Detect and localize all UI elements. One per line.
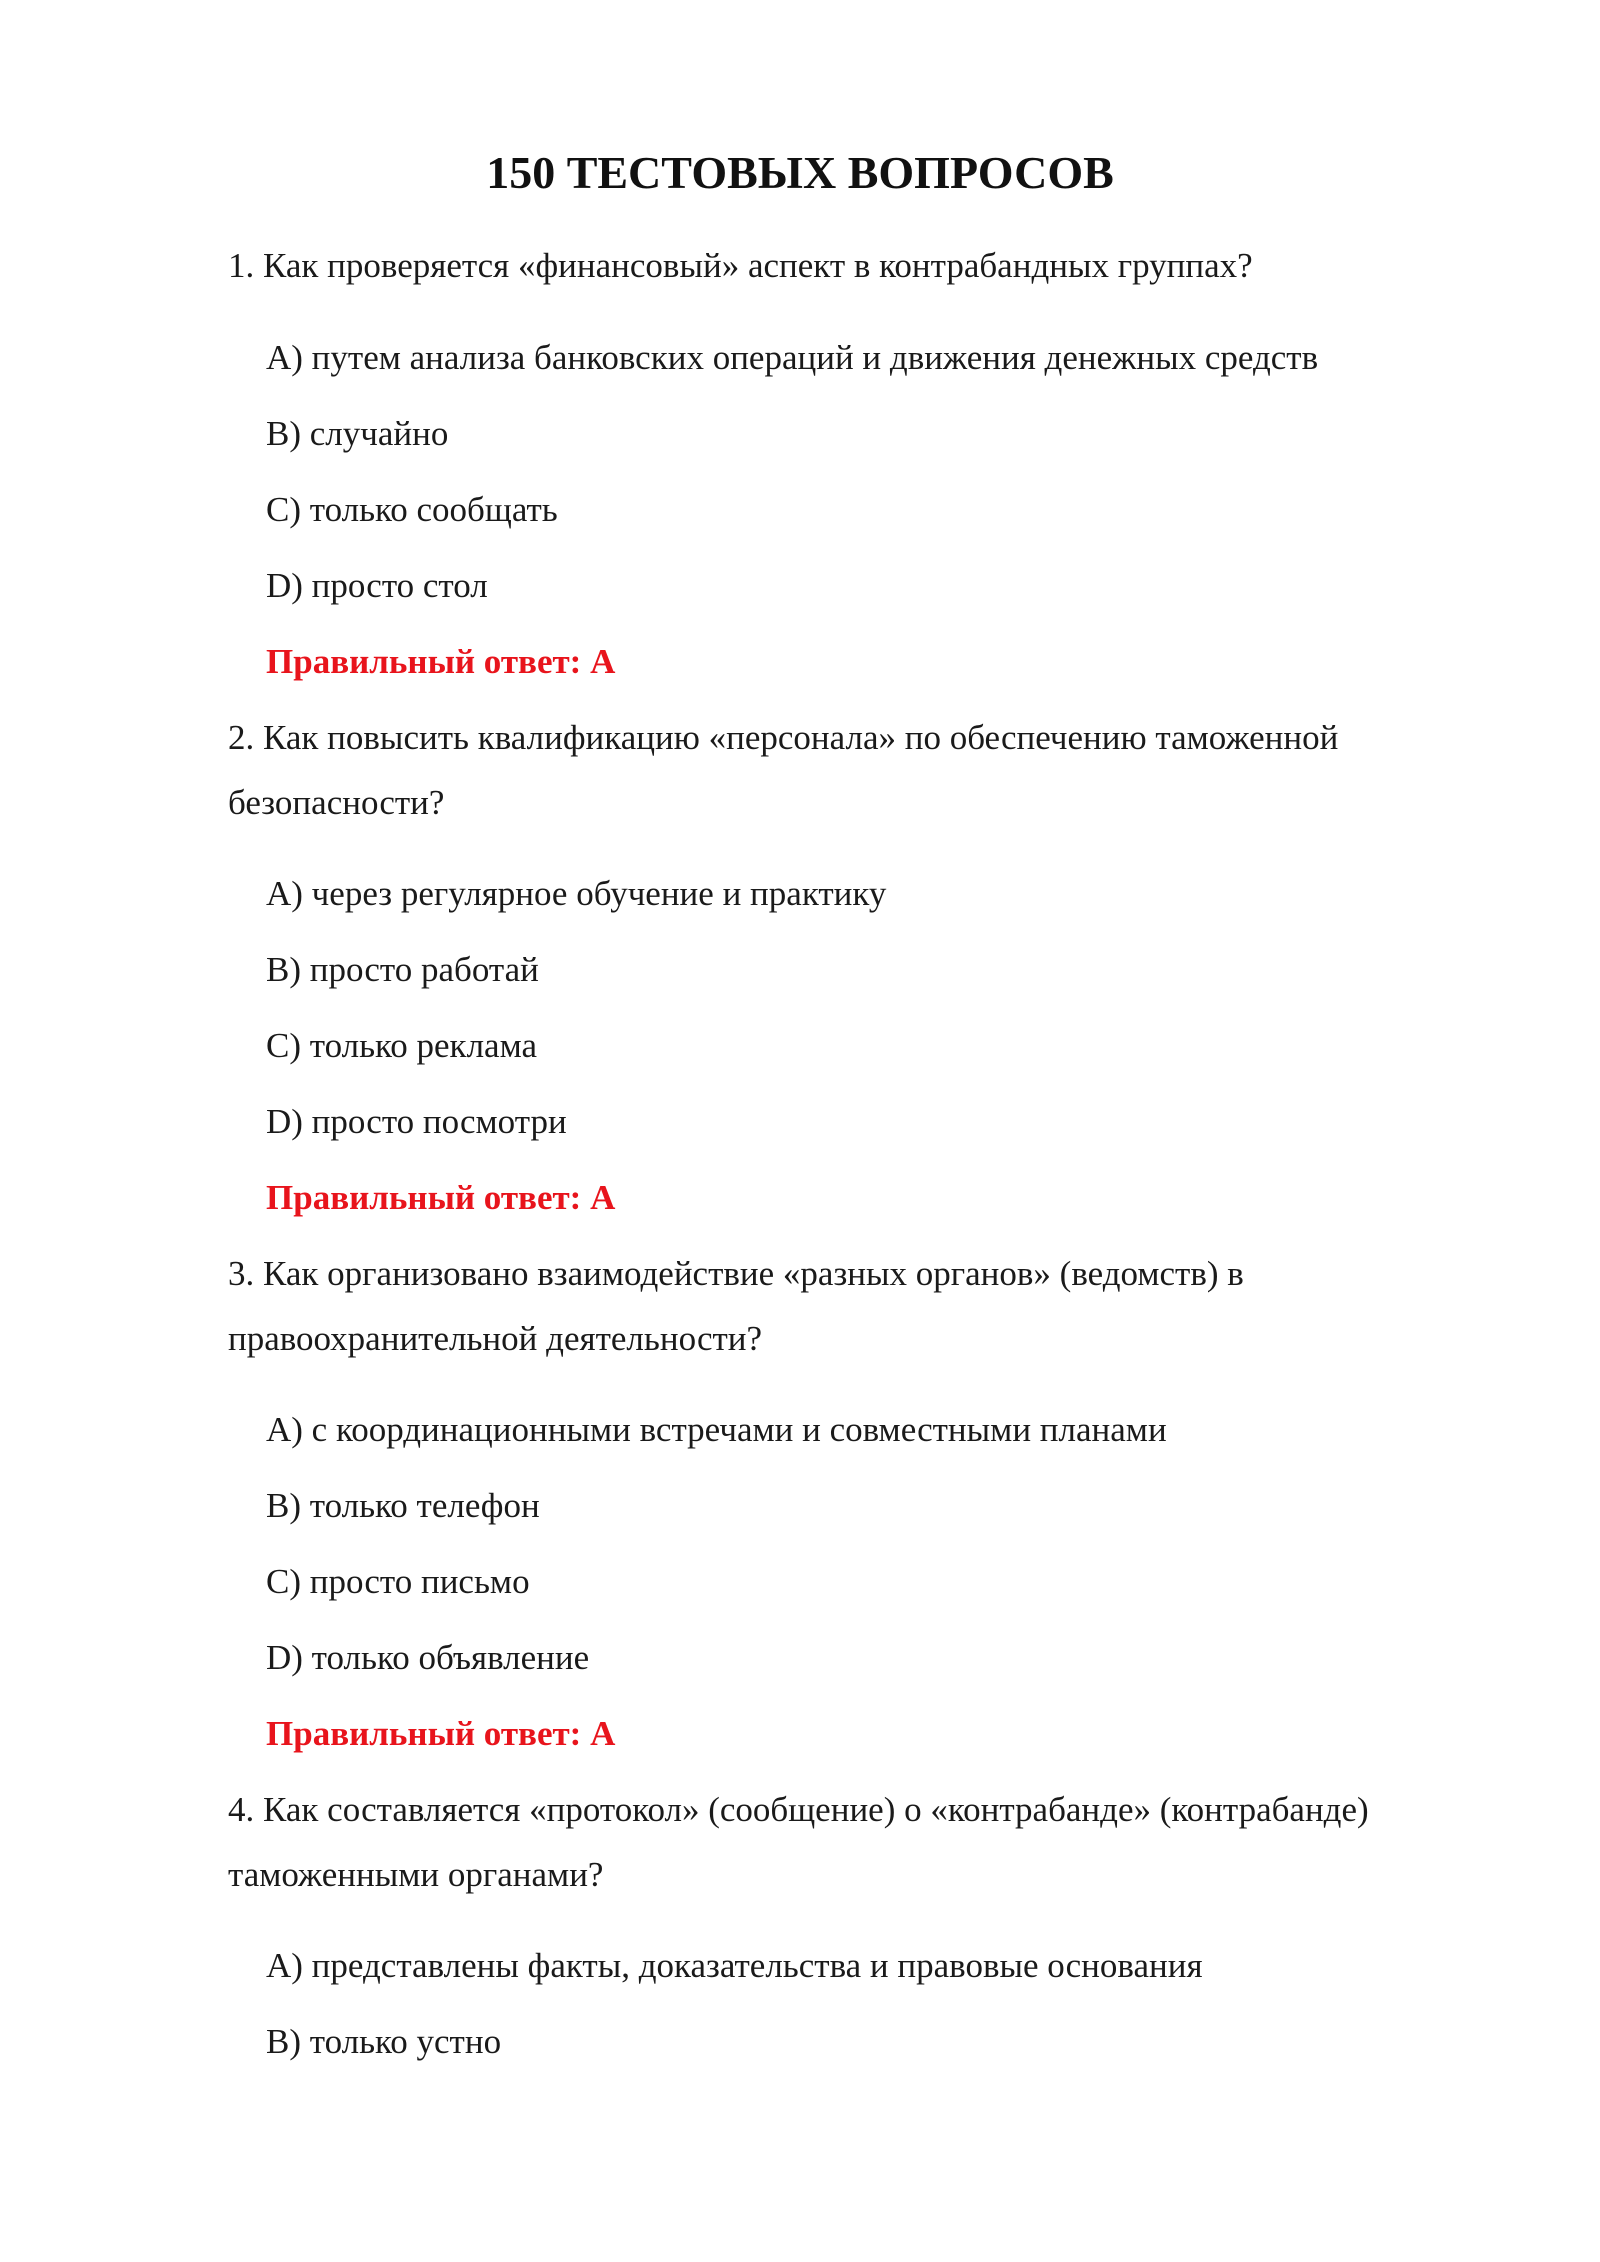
question-2-option-a: A) через регулярное обучение и практику	[266, 874, 887, 913]
question-2-text-line-1: 2. Как повысить квалификацию «персонала» по обеспечению таможенной	[228, 718, 1339, 757]
question-1-option-d: D) просто стол	[266, 566, 488, 605]
question-3-option-a: A) с координационными встречами и совместными планами	[266, 1410, 1167, 1449]
question-1-option-a: A) путем анализа банковских операций и движения денежных средств	[266, 338, 1319, 377]
question-1-option-b: B) случайно	[266, 414, 449, 453]
question-3-option-d: D) только объявление	[266, 1638, 590, 1677]
question-4-option-b: B) только устно	[266, 2022, 502, 2061]
question-4-text-line-2: таможенными органами?	[228, 1855, 604, 1894]
question-3-correct-answer: Правильный ответ: A	[266, 1714, 616, 1753]
question-1-text: 1. Как проверяется «финансовый» аспект в контрабандных группах?	[228, 246, 1253, 285]
question-3-text-line-2: правоохранительной деятельности?	[228, 1319, 763, 1358]
question-2-option-c: C) только реклама	[266, 1026, 538, 1065]
question-2-correct-answer: Правильный ответ: A	[266, 1178, 616, 1217]
question-2-option-b: B) просто работай	[266, 950, 539, 989]
question-2-option-d: D) просто посмотри	[266, 1102, 567, 1141]
question-3-option-c: C) просто письмо	[266, 1562, 530, 1601]
question-4-text-line-1: 4. Как составляется «протокол» (сообщение) о «контрабанде» (контрабанде)	[228, 1790, 1369, 1829]
question-3-text-line-1: 3. Как организовано взаимодействие «разных органов» (ведомств) в	[228, 1254, 1244, 1293]
question-2-text-line-2: безопасности?	[228, 783, 445, 822]
question-1-option-c: C) только сообщать	[266, 490, 558, 529]
document-title: 150 ТЕСТОВЫХ ВОПРОСОВ	[486, 147, 1114, 198]
question-4-option-a: A) представлены факты, доказательства и правовые основания	[266, 1946, 1203, 1985]
question-1-correct-answer: Правильный ответ: A	[266, 642, 616, 681]
question-3-option-b: B) только телефон	[266, 1486, 540, 1525]
